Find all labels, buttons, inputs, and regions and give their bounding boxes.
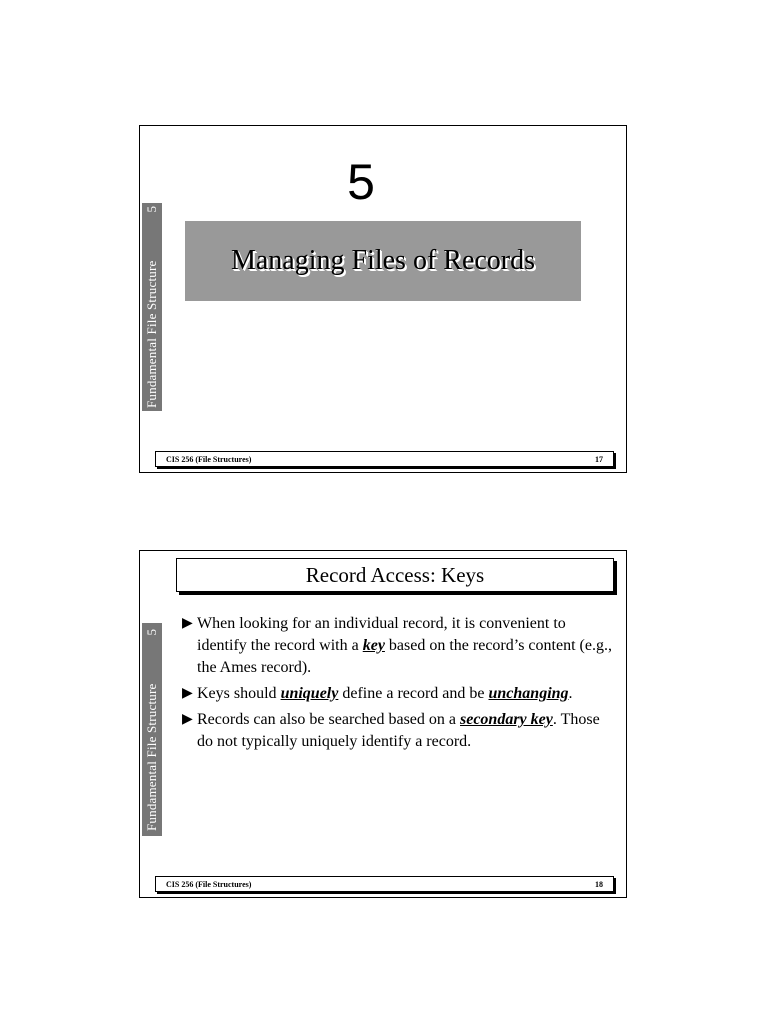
side-tab-label: Fundamental File Structure — [144, 683, 159, 831]
slide-footer — [155, 451, 614, 467]
bullet-text: When looking for an individual record, it is convenient to identify the record with a key based on the record’s content (e.g., the Ames record). — [197, 615, 612, 676]
footer-course: CIS 256 (File Structures) — [166, 454, 252, 464]
side-tab — [142, 203, 162, 411]
bullet-text: Records can also be searched based on a secondary key. Those do not typically uniquely identify a record. — [197, 711, 600, 750]
slide-title: Record Access: Keys — [176, 558, 614, 592]
footer-course: CIS 256 (File Structures) — [166, 879, 252, 889]
footer-page-number: 18 — [595, 879, 603, 889]
bullet-text: Keys should uniquely define a record and be unchanging. — [197, 685, 573, 702]
slide-18 — [139, 550, 627, 898]
bullet-item — [182, 709, 612, 753]
emphasized-term: secondary key — [460, 711, 553, 728]
bullet-arrow-icon: ▶ — [182, 616, 193, 631]
side-tab — [142, 623, 162, 836]
bullet-arrow-icon: ▶ — [182, 686, 193, 701]
slide-17 — [139, 125, 627, 473]
slide-footer — [155, 876, 614, 892]
side-tab-number: 5 — [144, 628, 159, 635]
side-tab-number: 5 — [144, 206, 159, 213]
footer-page-number: 17 — [595, 454, 603, 464]
bullet-item — [182, 613, 612, 679]
bullet-list — [182, 613, 612, 757]
slide-title: Managing Files of Records — [230, 245, 536, 276]
emphasized-term: uniquely — [280, 685, 339, 702]
side-tab-label: Fundamental File Structure — [144, 260, 159, 408]
title-banner — [185, 221, 581, 301]
emphasized-term: unchanging — [488, 685, 569, 702]
bullet-arrow-icon: ▶ — [182, 712, 193, 727]
chapter-number: 5 — [330, 142, 392, 222]
emphasized-term: key — [362, 637, 385, 654]
bullet-item — [182, 683, 612, 705]
